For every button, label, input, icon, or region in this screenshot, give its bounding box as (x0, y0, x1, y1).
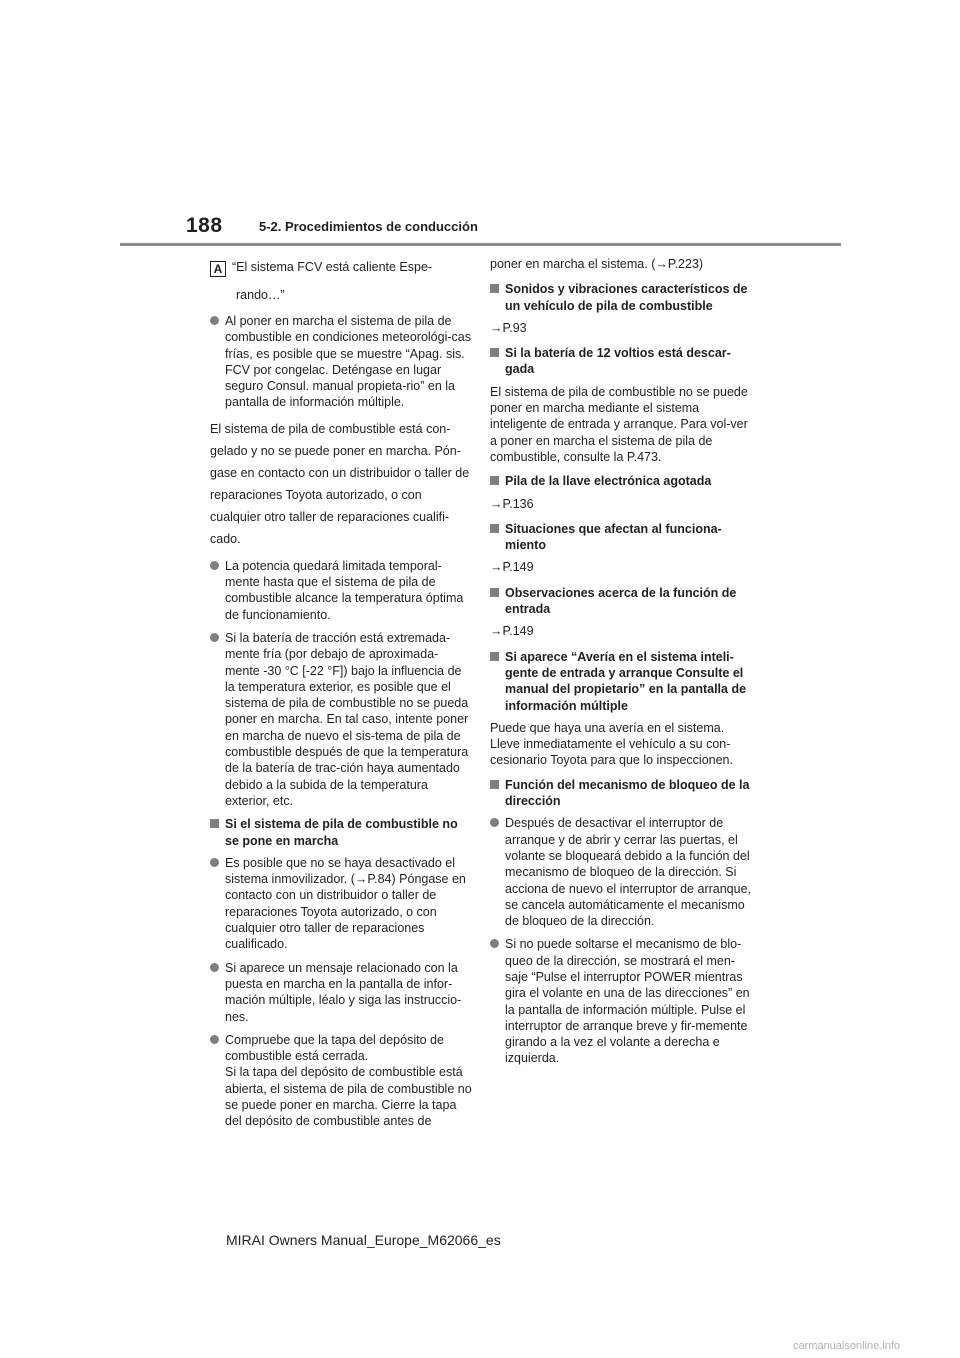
bullet-text: Al poner en marcha el sistema de pila de combustible en condiciones meteorológi-cas frías, es posible que se muestre “Apag. sis. FCV por congelac. Deténgase en lugar seguro Consul. manual propieta-rio” en la pantalla de información múltiple. (225, 314, 471, 410)
square-bullet-icon (490, 524, 499, 533)
bullet-item (210, 855, 472, 953)
page-reference-link[interactable]: →P.136 (490, 496, 534, 511)
left-column (210, 260, 472, 1137)
paragraph: El sistema de pila de combustible está con-gelado y no se puede poner en marcha. Pón-gase en contacto con un distribuidor o taller de reparaciones Toyota autorizado, o con cualquier otro taller de reparaciones cualifi-cado. (210, 421, 470, 546)
paragraph: El sistema de pila de combustible no se puede poner en marcha mediante el sistema inteligente de entrada y arranque. Para vol-ver a poner en marcha el sistema de pila de combustible, consulte la P.473. (490, 384, 748, 464)
bullet-text: Si la batería de tracción está extremada-mente fría (por debajo de aproximada-mente -30 °C [-22 °F]) bajo la influencia de la temperatura exterior, es posible que el sistema de pila de combustible no se pueda poner en marcha. En tal caso, intente poner en marcha de nuevo el sis-tema de pila de combustible después de que la temperatura de la batería de trac-ción haya aumentado debido a la subida de la temperatura exterior, etc. (225, 630, 469, 808)
heading-text: Si la batería de 12 voltios está descar-gada (505, 346, 731, 377)
bullet-dot-icon (490, 939, 499, 948)
bullet-text: Después de desactivar el interruptor de arranque y de abrir y cerrar las puertas, el volante se bloqueará debido a la función del mecanismo de bloqueo de la dirección. Si acciona de nuevo el interruptor de arranque, se cancela automáticamente el mecanismo de bloqueo de la dirección. (505, 816, 751, 929)
square-bullet-icon (210, 819, 219, 828)
section-heading (490, 521, 752, 554)
bullet-dot-icon (210, 561, 219, 570)
bullet-item (210, 313, 472, 411)
bullet-dot-icon (210, 858, 219, 867)
bullet-item (210, 558, 472, 623)
heading-text: Si el sistema de pila de combustible no se pone en marcha (225, 817, 458, 848)
heading-text: Observaciones acerca de la función de entrada (505, 585, 737, 617)
bullet-text (225, 855, 472, 953)
section-heading (490, 649, 752, 714)
bullet-dot-icon (490, 818, 499, 827)
bullet-text: Si aparece un mensaje relacionado con la puesta en marcha en la pantalla de infor-mación múltiple, léalo y siga las instruccio-nes. (225, 960, 462, 1024)
square-bullet-icon (490, 348, 499, 357)
paragraph-text: ) (698, 257, 704, 271)
square-bullet-icon (490, 284, 499, 293)
right-column (490, 256, 752, 1074)
bullet-text: La potencia quedará limitada temporal-mente hasta que el sistema de pila de combustible alcance la temperatura óptima de funcionamiento. (225, 558, 464, 622)
bullet-item (210, 1032, 472, 1130)
section-heading (210, 816, 472, 849)
bullet-item (490, 815, 752, 929)
bullet-item (210, 960, 472, 1025)
heading-text: Si aparece “Avería en el sistema inteli-gente de entrada y arranque Consulte el manual del propietario” en la pantalla de información múltiple (505, 649, 747, 713)
page-reference-link[interactable]: →P.149 (490, 624, 534, 639)
heading-text: Situaciones que afectan al funciona-miento (505, 521, 722, 553)
bullet-text-part: Si la tapa del depósito de combustible está abierta, el sistema de pila de combustible no se puede poner en marcha. Cierre la tapa del depósito de combustible antes de (225, 1065, 472, 1129)
callout-a (210, 260, 472, 309)
page-reference-link[interactable]: →P.223 (655, 257, 699, 271)
bullet-item (490, 936, 752, 1066)
bullet-text: Si no puede soltarse el mecanismo de blo-queo de la dirección, se mostrará el men-saje “Pulse el interruptor POWER mientras gira el volante en una de las direcciones” en la pantalla de información múltiple. Pulse el interruptor de arranque breve y fir-memente girando a la vez el volante a derecha e izquierda. (505, 937, 750, 1066)
heading-text: Pila de la llave electrónica agotada (505, 474, 712, 489)
square-bullet-icon (490, 476, 499, 485)
bullet-text-part: Es posible que no se haya desactivado el sistema inmovilizador. ( (225, 855, 456, 887)
paragraph (490, 256, 752, 272)
square-bullet-icon (490, 780, 499, 789)
heading-text: Sonidos y vibraciones característicos de un vehículo de pila de combustible (505, 282, 748, 313)
page-number: 188 (186, 214, 223, 237)
square-bullet-icon (490, 588, 499, 597)
bullet-dot-icon (210, 1035, 219, 1044)
paragraph-text: poner en marcha el sistema. ( (490, 257, 656, 271)
bullet-dot-icon (210, 316, 219, 325)
bullet-dot-icon (210, 633, 219, 642)
square-bullet-icon (490, 652, 499, 661)
section-heading (490, 777, 752, 810)
section-title: 5-2. Procedimientos de conducción (259, 219, 478, 234)
heading-text: Función del mecanismo de bloqueo de la dirección (505, 777, 750, 809)
bullet-text-part: ) Póngase en contacto con un distribuidor o taller de reparaciones Toyota autorizado, o con cualquier otro taller de reparaciones cualificado. (225, 872, 466, 952)
callout-line2: rando…” (236, 288, 285, 302)
page-reference-link[interactable]: →P.84 (354, 872, 392, 887)
footer-manual-name: MIRAI Owners Manual_Europe_M62066_es (226, 1232, 501, 1248)
bullet-text-part: Compruebe que la tapa del depósito de combustible está cerrada. (225, 1032, 444, 1064)
page-reference-link[interactable]: →P.149 (490, 560, 534, 575)
callout-line1: “El sistema FCV está caliente Espe- (232, 260, 433, 274)
bullet-dot-icon (210, 963, 219, 972)
callout-label: A (210, 261, 226, 277)
section-heading (490, 345, 752, 378)
page-reference-link[interactable]: →P.93 (490, 320, 527, 335)
callout-text (232, 253, 432, 309)
watermark: carmanualsonline.info (793, 1340, 901, 1352)
section-heading (490, 585, 752, 618)
header-rule (120, 243, 841, 246)
section-heading (490, 281, 752, 314)
section-heading (490, 473, 752, 489)
bullet-item (210, 630, 472, 809)
paragraph: Puede que haya una avería en el sistema. Lleve inmediatamente el vehículo a su con-cesionario Toyota para que lo inspeccionen. (490, 720, 733, 768)
bullet-text (225, 1032, 472, 1130)
